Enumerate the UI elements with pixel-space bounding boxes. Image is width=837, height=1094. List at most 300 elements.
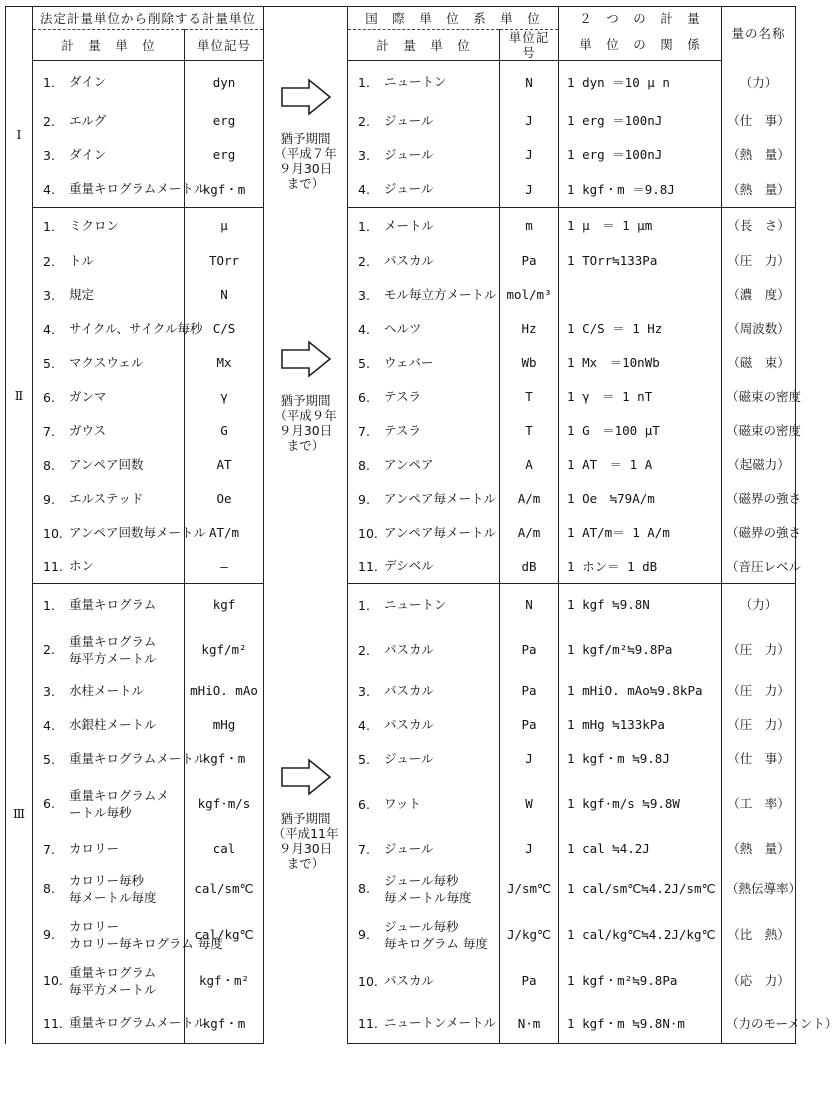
table-row <box>6 312 796 346</box>
quantity-name-cell: （熱伝導率） <box>722 866 796 912</box>
si-group-header: 国 際 単 位 系 単 位 <box>348 7 559 30</box>
si-symbol-cell: J <box>500 832 559 866</box>
grace-period-line1: （平成７年 <box>274 146 337 161</box>
si-row-number: 2. <box>358 253 370 269</box>
si-row-number: 8. <box>358 457 370 473</box>
row-number: 4. <box>43 182 55 198</box>
abolished-unit-name: 重量キログラムメ <box>69 787 169 803</box>
abolished-symbol-cell: kgf・m² <box>185 958 264 1004</box>
quantity-header: 量の名称 <box>722 7 796 61</box>
grace-period-line3: まで） <box>286 437 325 453</box>
row-number: 1. <box>43 75 55 91</box>
unit-relation-cell: 1 cal ≒4.2J <box>559 832 722 866</box>
si-symbol-cell: Hz <box>500 312 559 346</box>
abolished-unit-cell <box>33 138 185 172</box>
table-row <box>6 626 796 674</box>
si-unit-name: ニュートン <box>384 596 447 612</box>
si-unit-cell <box>348 208 500 244</box>
si-unit-name: ジュール <box>384 840 434 856</box>
grace-period-line1: （平成９年 <box>274 407 337 423</box>
si-unit-cell <box>348 958 500 1004</box>
si-unit-cell <box>348 312 500 346</box>
si-unit-cell <box>348 584 500 626</box>
si-symbol-cell: J/sm℃ <box>500 866 559 912</box>
row-number: 3. <box>43 683 55 699</box>
abolished-unit-name-line2: 毎平方メートル <box>69 650 157 666</box>
si-unit-cell <box>348 626 500 674</box>
si-unit-cell <box>348 346 500 380</box>
si-row-number: 5. <box>358 751 370 767</box>
si-row-number: 11. <box>358 1016 378 1032</box>
unit-relation-cell: 1 kgf·m/s ≒9.8W <box>559 776 722 832</box>
unit-relation-cell: 1 AT/m＝ 1 A/m <box>559 516 722 550</box>
si-row-number: 9. <box>358 927 370 942</box>
abolished-symbol-cell: γ <box>185 380 264 414</box>
abolished-symbol-cell: TOrr <box>185 244 264 278</box>
table-row <box>6 912 796 958</box>
row-number: 1. <box>43 218 55 234</box>
row-number: 11. <box>43 559 63 575</box>
si-symbol-cell: Wb <box>500 346 559 380</box>
abolished-unit-cell <box>33 866 185 912</box>
quantity-name-cell: （磁 束） <box>722 346 796 380</box>
si-unit-name: パスカル <box>384 682 435 698</box>
abolished-symbol-cell: dyn <box>185 61 264 104</box>
si-unit-name-line2: 毎キログラム 毎度 <box>384 935 488 951</box>
abolished-unit-name: 重量キログラムメートル <box>69 181 207 197</box>
right-arrow-icon <box>279 339 333 379</box>
abolished-unit-cell <box>33 776 185 832</box>
si-row-number: 3. <box>358 147 370 163</box>
quantity-name-cell: （熱 量） <box>722 138 796 172</box>
si-unit-name: パスカル <box>384 716 435 732</box>
table-row <box>6 866 796 912</box>
si-symbol-cell: A <box>500 448 559 482</box>
si-unit-name-line2: 毎メートル毎度 <box>384 889 472 905</box>
table-row <box>6 172 796 208</box>
si-row-number: 2. <box>358 113 370 129</box>
row-number: 3. <box>43 287 55 303</box>
si-unit-cell <box>348 244 500 278</box>
si-unit-cell <box>348 61 500 104</box>
quantity-name-cell: （熱 量） <box>722 172 796 208</box>
si-symbol-cell: mol/m³ <box>500 278 559 312</box>
abolished-unit-cell <box>33 448 185 482</box>
abolished-symbol-header: 単位記号 <box>185 30 264 61</box>
group-header-blank <box>6 7 33 61</box>
abolished-unit-cell <box>33 742 207 776</box>
unit-relation-cell: 1 cal/sm℃≒4.2J/sm℃ <box>559 866 722 912</box>
abolished-symbol-cell: erg <box>185 138 264 172</box>
unit-relation-cell: 1 Oe ≒79A/m <box>559 482 722 516</box>
abolished-unit-cell <box>33 104 185 138</box>
row-number: 4. <box>43 717 55 733</box>
quantity-name-cell: （圧 力） <box>722 708 796 742</box>
si-unit-cell <box>348 138 500 172</box>
si-row-number: 11. <box>358 559 378 575</box>
abolished-unit-cell <box>33 346 185 380</box>
si-unit-name: メートル <box>384 217 435 233</box>
abolished-symbol-cell: — <box>185 550 264 584</box>
right-arrow-icon <box>279 757 333 797</box>
table-row <box>6 832 796 866</box>
abolished-unit-cell <box>33 380 185 414</box>
si-unit-name: ジュール <box>384 750 434 766</box>
si-unit-name: ジュール <box>384 181 434 197</box>
si-unit-cell <box>348 866 500 912</box>
quantity-name-cell: （工 率） <box>722 776 796 832</box>
quantity-name-cell: （濃 度） <box>722 278 796 312</box>
table-row <box>6 138 796 172</box>
abolished-unit-cell <box>33 958 185 1004</box>
unit-relation-cell: 1 G ＝100 μT <box>559 414 722 448</box>
unit-relation-cell: 1 C/S ＝ 1 Hz <box>559 312 722 346</box>
abolished-symbol-cell: kgf/m² <box>185 626 264 674</box>
abolished-unit-cell <box>33 61 185 104</box>
group-roman-numeral: Ⅰ <box>6 61 33 208</box>
relation-header-bottom: 単 位 の 関 係 <box>559 30 722 61</box>
si-symbol-header: 単位記号 <box>500 30 559 61</box>
si-unit-name: パスカル <box>384 641 435 657</box>
row-number: 2. <box>43 253 55 269</box>
row-number: 7. <box>43 423 55 439</box>
abolished-unit-name: ホン <box>69 558 95 574</box>
quantity-name-cell: （圧 力） <box>722 244 796 278</box>
si-symbol-cell: Pa <box>500 626 559 674</box>
abolished-unit-cell <box>33 584 185 626</box>
unit-relation-cell: 1 kgf/m²≒9.8Pa <box>559 626 722 674</box>
relation-header-top: ２ つ の 計 量 <box>559 7 722 30</box>
right-arrow-icon <box>279 77 333 117</box>
abolished-symbol-cell: N <box>185 278 264 312</box>
abolished-unit-cell <box>33 708 185 742</box>
abolished-unit-name: 重量キログラム <box>69 633 157 649</box>
grace-period-line3: まで） <box>286 855 325 871</box>
group-roman-numeral: Ⅱ <box>6 208 33 584</box>
abolished-unit-name: カロリー <box>69 840 120 856</box>
table-row <box>6 414 796 448</box>
row-number: 6. <box>43 796 55 811</box>
si-row-number: 4. <box>358 182 370 198</box>
period-header-blank <box>264 7 348 61</box>
si-unit-name: パスカル <box>384 252 435 268</box>
abolished-symbol-cell: Oe <box>185 482 264 516</box>
si-symbol-cell: J <box>500 742 559 776</box>
si-row-number: 2. <box>358 642 370 658</box>
si-unit-name: ニュートン <box>384 74 447 90</box>
abolished-symbol-cell: G <box>185 414 264 448</box>
table-row <box>6 516 796 550</box>
si-row-number: 8. <box>358 881 370 896</box>
table-row <box>6 482 796 516</box>
quantity-name-cell: （仕 事） <box>722 742 796 776</box>
abolished-unit-name-line2: カロリー毎キログラム 毎度 <box>69 935 223 951</box>
row-number: 5. <box>43 751 55 767</box>
abolished-unit-name: トル <box>69 252 95 268</box>
si-unit-name: ジュール <box>384 112 434 128</box>
si-unit-name: モル毎立方メートル <box>384 286 497 302</box>
table-row <box>6 742 796 776</box>
row-number: 7. <box>43 841 55 857</box>
si-unit-cell <box>348 776 500 832</box>
si-unit-cell <box>348 414 500 448</box>
abolished-unit-cell <box>33 674 185 708</box>
abolished-unit-name-line2: 毎メートル毎度 <box>69 889 157 905</box>
unit-relation-cell: 1 ホン＝ 1 dB <box>559 550 722 584</box>
si-unit-cell <box>348 172 500 208</box>
abolished-symbol-cell: cal <box>185 832 264 866</box>
si-unit-name: アンペア毎メートル <box>384 490 497 506</box>
unit-relation-cell: 1 μ ＝ 1 μm <box>559 208 722 244</box>
si-unit-name: アンペア <box>384 456 434 472</box>
si-row-number: 1. <box>358 75 370 91</box>
row-number: 10. <box>43 525 63 541</box>
si-row-number: 5. <box>358 355 370 371</box>
si-row-number: 3. <box>358 683 370 699</box>
si-unit-name: テスラ <box>384 422 422 438</box>
grace-period-cell <box>264 584 348 1044</box>
abolished-unit-name: 重量キログラム <box>69 964 157 980</box>
table-row <box>6 380 796 414</box>
si-symbol-cell: dB <box>500 550 559 584</box>
abolished-group-header: 法定計量単位から削除する計量単位 <box>33 7 264 30</box>
si-symbol-cell: Pa <box>500 708 559 742</box>
unit-relation-cell: 1 Mx ＝10nWb <box>559 346 722 380</box>
quantity-name-cell: （磁界の強さ <box>722 482 796 516</box>
quantity-name-cell: （起磁力） <box>722 448 796 482</box>
abolished-symbol-cell: μ <box>185 208 264 244</box>
abolished-unit-header: 計 量 単 位 <box>33 30 185 61</box>
abolished-symbol-cell: kgf・m <box>185 1004 264 1044</box>
si-symbol-cell: J <box>500 138 559 172</box>
grace-period-line1: （平成11年 <box>272 825 339 841</box>
si-unit-name: ジュール毎秒 <box>384 918 459 934</box>
quantity-name-cell: （圧 力） <box>722 626 796 674</box>
table-row <box>6 208 796 244</box>
abolished-unit-cell <box>33 550 185 584</box>
si-unit-cell <box>348 278 500 312</box>
si-unit-cell <box>348 674 500 708</box>
quantity-name-cell: （力） <box>722 61 796 104</box>
si-symbol-cell: Pa <box>500 244 559 278</box>
si-unit-cell <box>348 482 500 516</box>
abolished-unit-name: アンペア回数毎メートル <box>69 524 207 540</box>
abolished-symbol-cell: cal/kg℃ <box>185 912 264 958</box>
unit-relation-cell: 1 γ ＝ 1 nT <box>559 380 722 414</box>
abolished-unit-name: アンペア回数 <box>69 456 144 472</box>
abolished-unit-name: エルステッド <box>69 490 144 506</box>
abolished-unit-cell <box>33 1004 207 1044</box>
abolished-unit-name: 重量キログラム <box>69 596 157 612</box>
grace-period-line2: ９月30日 <box>278 422 333 438</box>
si-row-number: 7. <box>358 423 370 439</box>
abolished-unit-name: ミクロン <box>69 217 120 233</box>
si-symbol-cell: T <box>500 380 559 414</box>
row-number: 11. <box>43 1016 63 1032</box>
si-row-number: 10. <box>358 973 378 989</box>
row-number: 9. <box>43 491 55 507</box>
si-unit-name: ヘルツ <box>384 320 422 336</box>
si-unit-cell <box>348 550 500 584</box>
table-row <box>6 104 796 138</box>
table-row <box>6 346 796 380</box>
si-unit-cell <box>348 912 500 958</box>
row-number: 2. <box>43 113 55 129</box>
abolished-unit-name: サイクル、サイクル毎秒 <box>69 320 203 336</box>
quantity-name-cell: （圧 力） <box>722 674 796 708</box>
abolished-unit-name: ガンマ <box>69 388 107 404</box>
si-row-number: 3. <box>358 287 370 303</box>
unit-relation-cell: 1 kgf・m²≒9.8Pa <box>559 958 722 1004</box>
abolished-unit-name: 水銀柱メートル <box>69 716 157 732</box>
si-row-number: 1. <box>358 218 370 234</box>
abolished-symbol-cell: mHiO. mAo <box>185 674 264 708</box>
si-row-number: 7. <box>358 841 370 857</box>
si-unit-header: 計 量 単 位 <box>348 30 500 61</box>
si-symbol-cell: m <box>500 208 559 244</box>
si-symbol-cell: Pa <box>500 674 559 708</box>
table-row <box>6 776 796 832</box>
unit-relation-cell: 1 mHg ≒133kPa <box>559 708 722 742</box>
abolished-symbol-cell: mHg <box>185 708 264 742</box>
table-row <box>6 244 796 278</box>
table-row <box>6 278 796 312</box>
abolished-unit-cell <box>33 312 203 346</box>
si-unit-cell <box>348 1004 500 1044</box>
unit-conversion-table <box>5 6 837 1044</box>
abolished-symbol-cell: kgf・m <box>185 172 264 208</box>
unit-relation-cell: 1 TOrr≒133Pa <box>559 244 722 278</box>
unit-relation-cell: 1 cal/kg℃≒4.2J/kg℃ <box>559 912 722 958</box>
si-symbol-cell: N <box>500 584 559 626</box>
abolished-unit-name: 重量キログラムメートル <box>69 750 207 766</box>
si-unit-name: ジュール毎秒 <box>384 872 459 888</box>
abolished-unit-name: エルグ <box>69 112 107 128</box>
si-row-number: 4. <box>358 321 370 337</box>
table-row <box>6 674 796 708</box>
quantity-name-cell: （力のモーメント） <box>722 1004 796 1044</box>
abolished-symbol-cell: cal/sm℃ <box>185 866 264 912</box>
abolished-symbol-cell: kgf・m <box>185 742 264 776</box>
table-row <box>6 708 796 742</box>
abolished-unit-cell <box>33 832 185 866</box>
row-number: 8. <box>43 457 55 473</box>
si-symbol-cell: J/kg℃ <box>500 912 559 958</box>
abolished-symbol-cell: kgf <box>185 584 264 626</box>
grace-period-line2: ９月30日 <box>278 840 333 856</box>
si-unit-cell <box>348 516 500 550</box>
quantity-name-cell: （磁束の密度 <box>722 380 796 414</box>
abolished-unit-cell <box>33 912 223 958</box>
si-unit-cell <box>348 104 500 138</box>
unit-relation-cell: 1 kgf ≒9.8N <box>559 584 722 626</box>
si-row-number: 4. <box>358 717 370 733</box>
quantity-name-cell: （仕 事） <box>722 104 796 138</box>
si-unit-cell <box>348 708 500 742</box>
abolished-symbol-cell: erg <box>185 104 264 138</box>
si-symbol-cell: N <box>500 61 559 104</box>
table-row <box>6 584 796 626</box>
si-unit-name: アンペア毎メートル <box>384 524 497 540</box>
quantity-name-cell: （応 力） <box>722 958 796 1004</box>
row-number: 10. <box>43 973 63 988</box>
row-number: 2. <box>43 642 55 657</box>
row-number: 5. <box>43 355 55 371</box>
row-number: 1. <box>43 597 55 613</box>
si-symbol-cell: Pa <box>500 958 559 1004</box>
table-row <box>6 448 796 482</box>
abolished-unit-cell <box>33 482 185 516</box>
unit-relation-cell: 1 kgf・m ≒9.8J <box>559 742 722 776</box>
si-row-number: 6. <box>358 389 370 405</box>
si-unit-name: ウェバー <box>384 354 434 370</box>
abolished-unit-name: カロリー毎秒 <box>69 872 145 888</box>
quantity-name-cell: （音圧レベル <box>722 550 796 584</box>
abolished-unit-name: カロリー <box>69 918 120 934</box>
abolished-unit-cell <box>33 208 185 244</box>
row-number: 8. <box>43 881 55 896</box>
grace-period-title: 猶予期間 <box>280 810 331 826</box>
row-number: 6. <box>43 389 55 405</box>
unit-relation-cell: 1 mHiO. mAo≒9.8kPa <box>559 674 722 708</box>
abolished-symbol-cell: Mx <box>185 346 264 380</box>
si-unit-name: ジュール <box>384 146 434 162</box>
quantity-name-cell: （熱 量） <box>722 832 796 866</box>
si-unit-name: パスカル <box>384 972 435 988</box>
si-unit-cell <box>348 380 500 414</box>
si-unit-cell <box>348 448 500 482</box>
table-row <box>6 958 796 1004</box>
quantity-name-cell: （磁束の密度 <box>722 414 796 448</box>
si-symbol-cell: J <box>500 172 559 208</box>
unit-relation-cell: 1 kgf・m ≒9.8N·m <box>559 1004 722 1044</box>
abolished-unit-cell <box>33 172 207 208</box>
si-unit-name: ワット <box>384 795 421 811</box>
abolished-unit-name: 水柱メートル <box>69 682 145 698</box>
abolished-unit-name: ダイン <box>69 74 107 90</box>
quantity-name-cell: （周波数） <box>722 312 796 346</box>
si-unit-name: デシベル <box>384 558 434 574</box>
si-unit-cell <box>348 832 500 866</box>
si-row-number: 9. <box>358 491 370 507</box>
abolished-symbol-cell: kgf·m/s <box>185 776 264 832</box>
quantity-name-cell: （力） <box>722 584 796 626</box>
abolished-unit-cell <box>33 626 185 674</box>
abolished-unit-name-line2: ートル毎秒 <box>69 804 132 820</box>
si-unit-cell <box>348 742 500 776</box>
table-row <box>6 550 796 584</box>
si-unit-name: ニュートンメートル <box>384 1015 497 1031</box>
abolished-unit-name: 規定 <box>69 286 95 302</box>
abolished-symbol-cell: AT <box>185 448 264 482</box>
si-row-number: 1. <box>358 597 370 613</box>
abolished-unit-cell <box>33 278 185 312</box>
quantity-name-cell: （長 さ） <box>722 208 796 244</box>
abolished-unit-name-line2: 毎平方メートル <box>69 981 157 997</box>
abolished-unit-cell <box>33 516 207 550</box>
grace-period-title: 猶予期間 <box>280 392 331 408</box>
unit-relation-cell <box>559 278 722 312</box>
abolished-unit-cell <box>33 414 185 448</box>
grace-period-title: 猶予期間 <box>280 131 331 146</box>
unit-relation-cell: 1 erg ＝100nJ <box>559 138 722 172</box>
unit-relation-cell: 1 AT ＝ 1 A <box>559 448 722 482</box>
grace-period-line2: ９月30日 <box>278 161 333 176</box>
si-row-number: 6. <box>358 796 370 812</box>
row-number: 4. <box>43 321 55 337</box>
unit-relation-cell: 1 dyn ＝10 μ n <box>559 61 722 104</box>
si-row-number: 10. <box>358 525 378 541</box>
